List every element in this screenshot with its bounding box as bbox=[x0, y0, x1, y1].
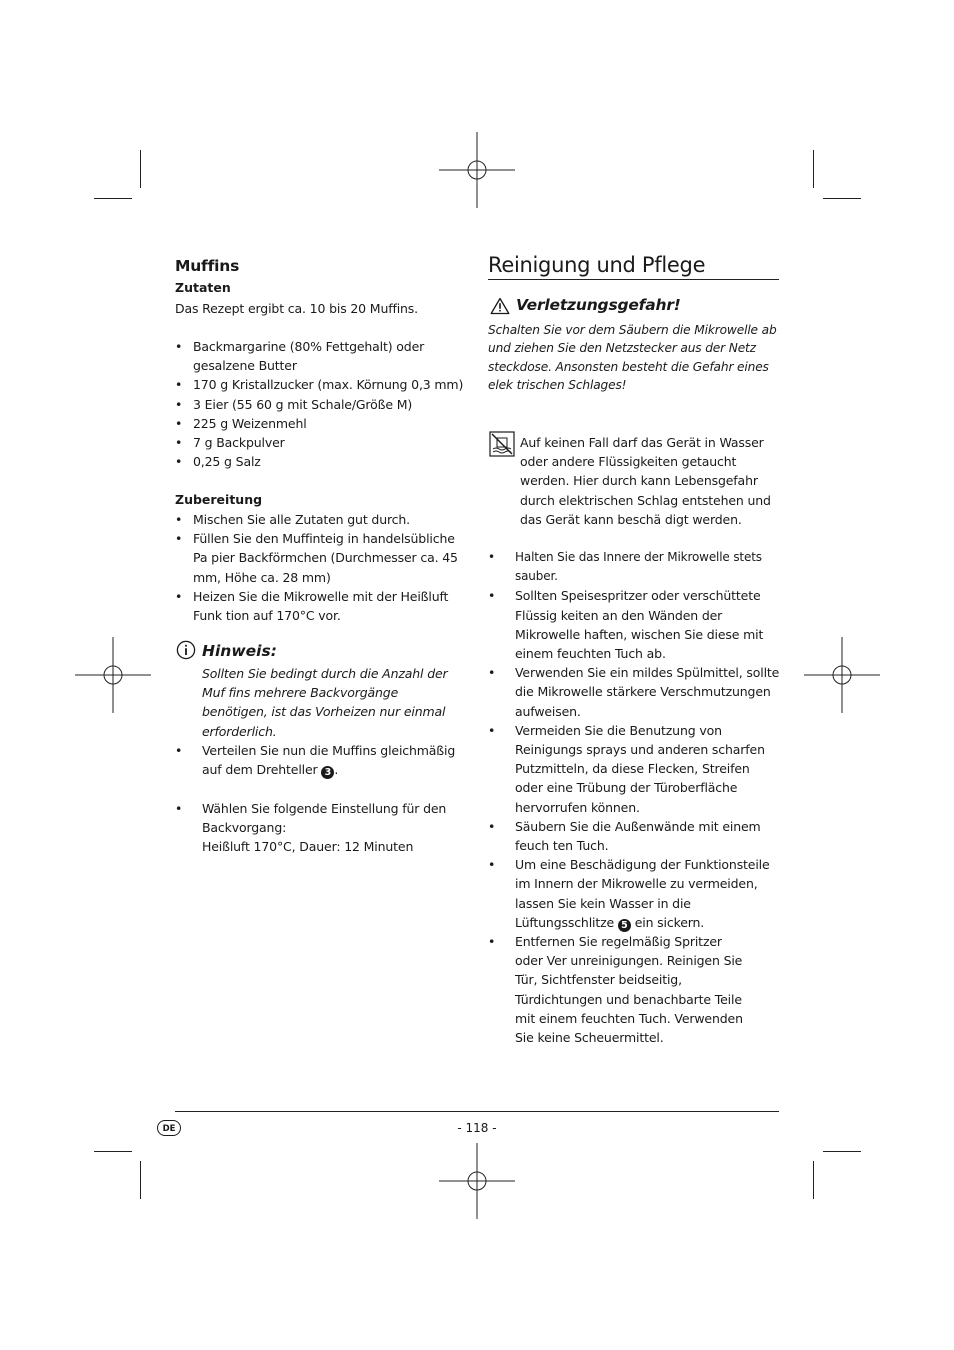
warning-title: Verletzungsgefahr! bbox=[516, 296, 681, 314]
settings-list bbox=[175, 799, 467, 857]
list-item: • Füllen Sie den Muffinteig in handelsübliche Pa pier Backförmchen (Durchmesser ca. 45 mm, Höhe ca. 28 mm) bbox=[175, 529, 465, 587]
yield-text: Das Rezept ergibt ca. 10 bis 20 Muffins. bbox=[175, 301, 418, 316]
list-item: • Sollten Speisespritzer oder verschüttete Flüssig keiten an den Wänden der Mikrowelle haften, wischen Sie diese mit einem feuchten Tuch ab. bbox=[488, 586, 780, 663]
distribute-end: . bbox=[334, 762, 339, 778]
list-item: • Säubern Sie die Außenwände mit einem feuch ten Tuch. bbox=[488, 817, 780, 855]
list-item: • 7 g Backpulver bbox=[175, 433, 470, 452]
cleaning-list bbox=[488, 548, 780, 1047]
footer-divider bbox=[175, 1111, 779, 1112]
registration-mark-left bbox=[75, 637, 151, 713]
list-item: • Vermeiden Sie die Benutzung von Reinigungs sprays und anderen scharfen Putzmitteln, da diese Flecken, Streifen oder eine Trübung der Türoberfläche hervorrufen können. bbox=[488, 721, 780, 817]
vent-text: Um eine Beschädigung der Funktionsteile im Innern der Mikrowelle zu vermeiden, lassen Sie kein Wasser in die Lüftungsschlitze bbox=[515, 857, 770, 930]
registration-mark-bottom bbox=[439, 1143, 515, 1219]
preparation-heading: Zubereitung bbox=[175, 492, 263, 507]
muffins-heading: Muffins bbox=[175, 257, 240, 275]
vent-text-end: ein sickern. bbox=[634, 914, 705, 930]
registration-mark-right bbox=[804, 637, 880, 713]
note-text: Sollten Sie bedingt durch die Anzahl der Muf fins mehrere Backvorgänge benötigen, ist das Vorheizen nur einmal erforderlich. bbox=[202, 666, 448, 739]
info-icon bbox=[176, 640, 196, 660]
page-title: Reinigung und Pflege bbox=[488, 253, 779, 280]
ingredients-list bbox=[175, 337, 470, 471]
distribute-list bbox=[175, 741, 467, 779]
turntable-reference: 3 bbox=[321, 766, 334, 779]
settings-text: Wählen Sie folgende Einstellung für den Backvorgang: bbox=[202, 801, 447, 836]
list-item: • 0,25 g Salz bbox=[175, 452, 470, 471]
page-number: - 118 - bbox=[457, 1121, 497, 1135]
distribute-text: Verteilen Sie nun die Muffins gleichmäßig auf dem Drehteller bbox=[202, 743, 456, 778]
note-title: Hinweis: bbox=[202, 642, 277, 660]
list-item: • Entfernen Sie regelmäßig Spritzer oder Ver unreinigungen. Reinigen Sie Tür, Sichtfenster beidseitig, Türdichtungen und benachbarte Teile mit einem feuchten Tuch. Verwenden Sie keine Scheuermittel. bbox=[488, 932, 780, 1047]
list-item: • Verwenden Sie ein mildes Spülmittel, sollte die Mikrowelle stärkere Verschmutzungen aufweisen. bbox=[488, 663, 780, 721]
water-warning-text: Auf keinen Fall darf das Gerät in Wasser oder andere Flüssigkeiten getaucht werden. Hier durch kann Lebensgefahr durch elektrischen Schlag entstehen und das Gerät kann beschä digt werden. bbox=[520, 435, 771, 527]
list-item: • Backmargarine (80% Fettgehalt) oder gesalzene Butter bbox=[175, 337, 470, 375]
list-item: • Heizen Sie die Mikrowelle mit der Heißluft Funk tion auf 170°C vor. bbox=[175, 587, 465, 625]
list-item bbox=[175, 741, 467, 779]
vent-reference: 5 bbox=[618, 919, 631, 932]
warning-text: Schalten Sie vor dem Säubern die Mikrowelle ab und ziehen Sie den Netzstecker aus der Netz steckdose. Ansonsten besteht die Gefahr eines elek trischen Schlages! bbox=[488, 323, 777, 392]
list-item: • 225 g Weizenmehl bbox=[175, 414, 470, 433]
list-item: • 3 Eier (55 60 g mit Schale/Größe M) bbox=[175, 395, 470, 414]
ingredients-heading: Zutaten bbox=[175, 280, 231, 295]
settings-value: Heißluft 170°C, Dauer: 12 Minuten bbox=[202, 839, 414, 855]
warning-triangle-icon bbox=[490, 297, 510, 315]
preparation-list bbox=[175, 510, 465, 625]
list-item bbox=[175, 799, 467, 857]
registration-mark-top bbox=[439, 132, 515, 208]
list-item: • Mischen Sie alle Zutaten gut durch. bbox=[175, 510, 465, 529]
language-badge: DE bbox=[157, 1120, 181, 1136]
list-item bbox=[488, 855, 780, 932]
list-item: • 170 g Kristallzucker (max. Körnung 0,3 mm) bbox=[175, 375, 470, 394]
no-water-immersion-icon bbox=[489, 431, 515, 457]
list-item: • Halten Sie das Innere der Mikrowelle stets sauber. bbox=[488, 548, 780, 586]
